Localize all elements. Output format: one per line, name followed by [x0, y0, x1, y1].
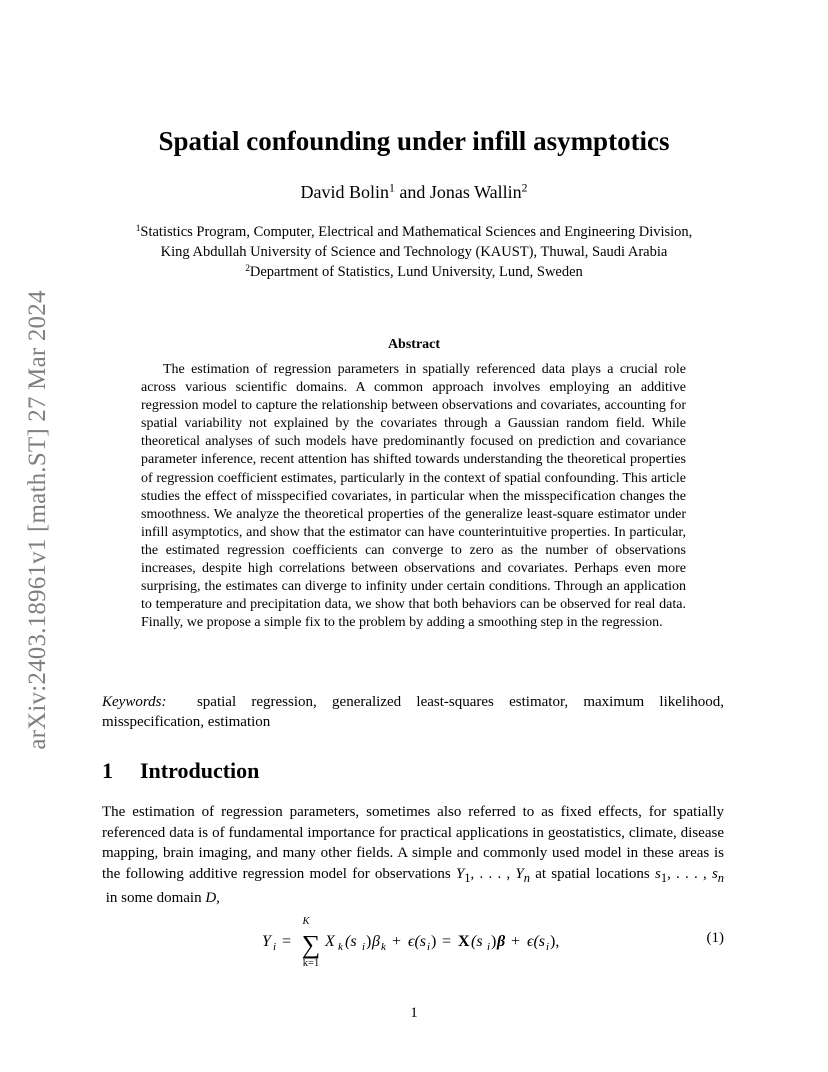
- eq-eps-2: ϵ(s: [527, 933, 545, 950]
- eq-eps-2-close: ),: [550, 933, 560, 950]
- author-wallin: Jonas Wallin: [429, 182, 522, 202]
- affiliation-1-line-1: $^1$Statistics Program, Computer, Electrical and Mathematical Sciences and Engineering Division,: [135, 223, 693, 240]
- keywords-label: Keywords:: [102, 694, 167, 710]
- eq-x-k-arg: (s: [345, 933, 357, 950]
- eq-eps-close: ): [431, 933, 437, 950]
- eq-x-k-sub: k: [338, 941, 343, 953]
- eq-x-k: X: [325, 933, 335, 950]
- eq-bold-x: X: [458, 933, 470, 950]
- eq-eps: ϵ(s: [408, 933, 426, 950]
- intro-paragraph: The estimation of regression parameters, sometimes also referred to as fixed effects, for spatially referenced data is of fundamental importance for practical applications in geostatistics, climate, disease mapping, brain imaging, and many other fields. A simple and commonly used model in these areas is the following additive regression model for observations $Y_1$, . . . , $Y_n$ at spatial locations $s_1$, . . . , $s_n$ in some domain D,: [102, 804, 725, 906]
- affiliation-1-line-2: King Abdullah University of Science and Technology (KAUST), Thuwal, Saudi Arabia: [160, 244, 668, 260]
- equation-1-formula: [0, 915, 828, 975]
- author-bolin-affil-mark: 1: [389, 181, 395, 195]
- section-title: Introduction: [140, 758, 260, 783]
- affiliation-2-mark: 2: [245, 263, 250, 274]
- equation-1: [0, 915, 828, 975]
- section-number: 1: [102, 758, 113, 783]
- page-number: 1: [410, 1005, 418, 1021]
- eq-beta-k-sub: k: [381, 941, 386, 953]
- abstract-heading: Abstract: [387, 337, 441, 352]
- eq-lhs-sub: i: [273, 941, 277, 953]
- author-bolin: David Bolin: [300, 182, 390, 202]
- eq-lhs: Y: [262, 933, 271, 950]
- keywords: [102, 692, 724, 732]
- eq-plus-1: +: [392, 933, 402, 950]
- paper-title: Spatial confounding under infill asymptotics: [158, 126, 670, 156]
- eq-beta-k: β: [372, 933, 380, 950]
- section-heading-introduction: [102, 758, 259, 784]
- equation-number: (1): [706, 930, 724, 946]
- eq-equals-2: =: [442, 933, 452, 950]
- eq-equals-1: =: [282, 933, 292, 950]
- eq-plus-2: +: [511, 933, 521, 950]
- eq-bold-x-close: ): [491, 933, 497, 950]
- eq-x-k-arg-sub: i: [362, 941, 366, 953]
- sum-upper-limit: K: [302, 916, 310, 927]
- eq-bold-x-arg: (s: [471, 933, 483, 950]
- abstract-text: The estimation of regression parameters in spatially referenced data plays a crucial role across various scientific domains. A common approach involves employing an additive regression model to capture the relationship between observations and covariates, accounting for spatial variability not explained by the covariates through a Gaussian random field. While theoretical analyses of such models have predominantly focused on prediction and covariance parameter inference, recent attention has shifted towards understanding the theoretical properties of regression coefficient estimates, particularly in the context of spatial confounding. This article studies the effect of misspecified covariates, in particular when the misspecification changes the smoothness. We analyze the theoretical properties of the generalize least-square estimator under infill asymptotics, and show that the estimator can have counterintuitive properties. In particular, the estimated regression coefficients can converge to zero as the number of observations increases, despite high correlations between observations and covariates. Perhaps even more surprising, the estimates can diverge to infinity under certain conditions. Through an application to temperature and precipitation data, we show that both behaviors can be observed for real data. Finally, we propose a simple fix to the problem by adding a smoothing step in the regression.: [141, 362, 686, 631]
- affiliation-1-mark: 1: [135, 223, 141, 234]
- arxiv-sidebar: [0, 0, 76, 1072]
- eq-eps-sub: i: [427, 941, 431, 953]
- affiliation-2: $^2$Department of Statistics, Lund University, Lund, Sweden: [245, 263, 583, 280]
- arxiv-identifier[interactable]: arXiv:2403.18961v1 [math.ST] 27 Mar 2024: [24, 290, 51, 750]
- keywords-list: spatial regression, generalized least-squares estimator, maximum likelihood, misspecification, estimation: [102, 694, 725, 730]
- author-connector: and: [394, 182, 430, 202]
- author-line: [0, 182, 828, 203]
- eq-bold-beta: β: [497, 933, 506, 950]
- affiliations: [60, 222, 768, 282]
- eq-eps-2-sub: i: [546, 941, 550, 953]
- sum-symbol: ∑: [301, 930, 321, 959]
- eq-x-k-close: ): [366, 933, 372, 950]
- author-wallin-affil-mark: 2: [521, 181, 528, 195]
- eq-bold-x-arg-sub: i: [487, 941, 491, 953]
- sum-lower-limit: k=1: [302, 958, 320, 969]
